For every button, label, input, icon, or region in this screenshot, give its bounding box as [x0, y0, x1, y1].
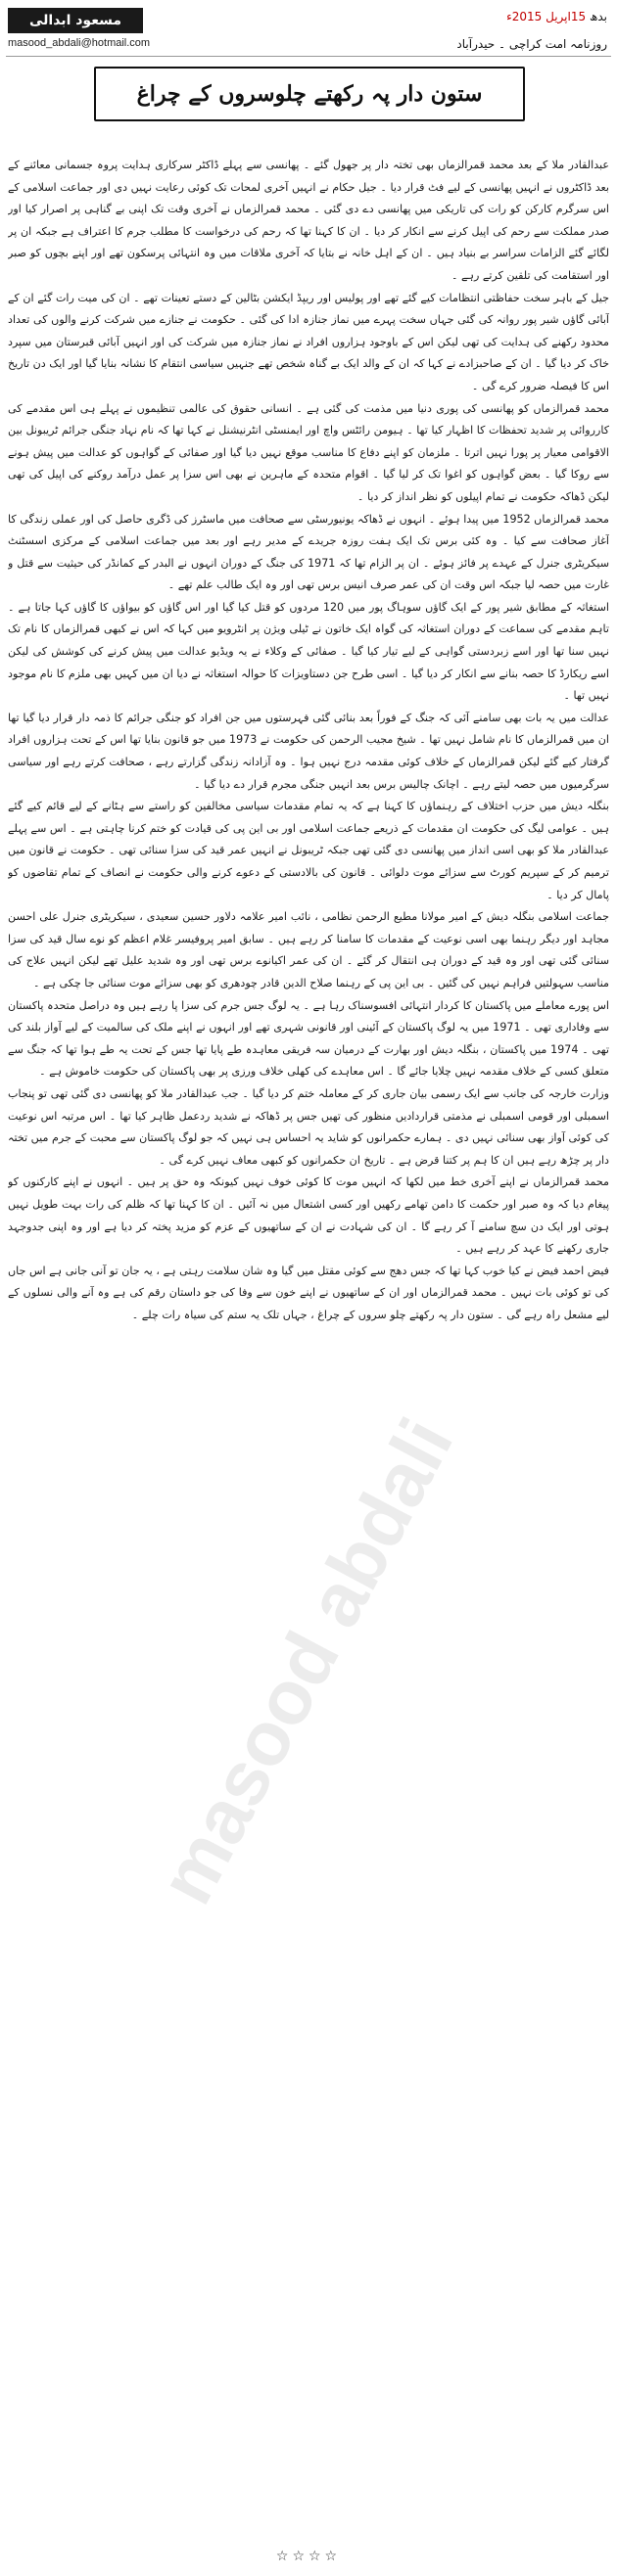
- article-paragraph: محمد قمرالزماں نے اپنے آخری خط میں لکھا کہ انہیں موت کا کوئی خوف نہیں کیونکہ وہ حق پر ہیں ۔ انہوں نے اپنے کارکنوں کو پیغام دیا کہ وہ صبر اور حکمت کا دامن تھامے رکھیں اور کسی اشتعال میں نہ آئیں ۔ ان کا کہنا تھا کہ ظلم کی رات بہت طویل نہیں ہوتی اور ایک دن سچ سامنے آ کر رہے گا ۔ ان کی شہادت نے ان کے ساتھیوں کے عزم کو مزید پختہ کر دیا ہے اور وہ اپنی جدوجہد جاری رکھنے کا عہد کر رہے ہیں ۔: [8, 1175, 609, 1256]
- article-paragraph: محمد قمرالزماں 1952 میں پیدا ہوئے ۔ انہوں نے ڈھاکہ یونیورسٹی سے صحافت میں ماسٹرز کی ڈگری حاصل کی اور عملی زندگی کا آغاز صحافت سے کیا ۔ وہ کئی برس تک ایک ہفت روزہ جریدے کے مدیر رہے اور بعد میں جماعت اسلامی کے مرکزی اسسٹنٹ سیکریٹری جنرل کے عہدے پر فائز ہوئے ۔ ان پر الزام تھا کہ 1971 کی جنگ کے دوران انہوں نے البدر کے کمانڈر کی حیثیت سے قتل و غارت میں حصہ لیا جبکہ اس وقت ان کی عمر صرف انیس برس تھی اور وہ ایک طالب علم تھے ۔: [8, 512, 609, 592]
- author-email[interactable]: masood_abdali@hotmail.com: [8, 37, 151, 49]
- article-paragraph: وزارت خارجہ کی جانب سے ایک رسمی بیان جاری کر کے معاملہ ختم کر دیا گیا ۔ جب عبدالقادر ملا کو پھانسی دی گئی تھی تو پنجاب اسمبلی اور قومی اسمبلی نے مذمتی قراردادیں منظور کی تھیں جس پر ڈھاکہ نے شدید ردعمل ظاہر کیا تھا ۔ اس مرتبہ اس نوعیت کی کوئی آواز بھی سنائی نہیں دی ۔ ہمارے حکمرانوں کو شاید یہ احساس ہی نہیں کہ جو لوگ پاکستان سے محبت کے جرم میں تختہ دار پر چڑھ رہے ہیں ان کا ہم پر کتنا قرض ہے ۔ تاریخ ان حکمرانوں کو کبھی معاف نہیں کرے گی ۔: [8, 1086, 609, 1167]
- article-paragraph: محمد قمرالزماں کو پھانسی کی پوری دنیا میں مذمت کی گئی ہے ۔ انسانی حقوق کی عالمی تنظیموں نے پہلے ہی اس مقدمے کی کارروائی پر شدید تحفظات کا اظہار کیا تھا ۔ ہیومن رائٹس واچ اور ایمنسٹی انٹرنیشنل نے کہا تھا کہ نام نہاد جنگی جرائم ٹریبونل بین الاقوامی معیار پر پورا نہیں اترتا ۔ ملزمان کو اپنے دفاع کا مناسب موقع نہیں دیا گیا اور صفائی کے گواہوں کو عدالت میں پیش ہونے سے روکا گیا ۔ بعض گواہوں کو اغوا تک کر لیا گیا ۔ اقوام متحدہ کے ماہرین نے بھی اس سزا پر عمل درآمد روکنے کی اپیل کی تھی لیکن ڈھاکہ حکومت نے تمام اپیلوں کو نظر انداز کر دیا ۔: [8, 401, 609, 503]
- article-paragraph: جماعت اسلامی بنگلہ دیش کے امیر مولانا مطیع الرحمن نظامی ، نائب امیر علامہ دلاور حسین سعیدی ، سیکریٹری جنرل علی احسن مجاہد اور دیگر رہنما بھی اسی نوعیت کے مقدمات کا سامنا کر رہے ہیں ۔ سابق امیر پروفیسر غلام اعظم کو نوے سال قید کی سزا سنائی گئی تھی اور وہ قید کے دوران ہی انتقال کر گئے ۔ ان کی عمر اکیانوے برس تھی اور وہ شدید علیل تھے لیکن انہیں علاج کی مناسب سہولتیں فراہم نہیں کی گئیں ۔ بی این پی کے رہنما صلاح الدین قادر چودھری کو بھی سزائے موت سنائی جا چکی ہے ۔: [8, 910, 609, 989]
- date-highlight: 15اپریل 2015ء: [506, 10, 587, 23]
- author-nameplate: [8, 8, 143, 33]
- article-paragraph: فیض احمد فیض نے کیا خوب کہا تھا کہ جس دھج سے کوئی مقتل میں گیا وہ شان سلامت رہتی ہے ، یہ جان تو آنی جانی ہے اس جاں کی تو کوئی بات نہیں ۔ محمد قمرالزماں اور ان کے ساتھیوں نے اپنے خون سے وفا کی جو داستان رقم کی ہے وہ آنے والی نسلوں کے لیے مشعل راہ رہے گی ۔ ستون دار پہ رکھتے چلو سروں کے چراغ ، جہاں تلک یہ ستم کی سیاہ رات چلے ۔: [8, 1264, 609, 1321]
- article-title: ستون دار پہ رکھتے چلوسروں کے چراغ: [136, 81, 483, 107]
- article-paragraph: بنگلہ دیش میں حزب اختلاف کے رہنماؤں کا کہنا ہے کہ یہ تمام مقدمات سیاسی مخالفین کو راستے سے ہٹانے کے لیے قائم کیے گئے ہیں ۔ عوامی لیگ کی حکومت ان مقدمات کے ذریعے جماعت اسلامی اور بی این پی کی قیادت کو ختم کرنا چاہتی ہے ۔ اس سے پہلے عبدالقادر ملا کو بھی اسی انداز میں پھانسی دی گئی تھی جبکہ ٹریبونل نے انہیں عمر قید کی سزا سنائی تھی ۔ حکومت نے قانون میں ترمیم کر کے سپریم کورٹ سے سزائے موت دلوائی ۔ قانون کی بالادستی کے دعوے کرنے والی حکومت نے انصاف کے تمام تقاضوں کو پامال کر دیا ۔: [8, 800, 609, 901]
- article-title-box: [94, 67, 525, 121]
- watermark-text: masood abdali: [142, 1404, 470, 1917]
- date-prefix: بدھ: [589, 10, 607, 23]
- dateline: [506, 10, 607, 23]
- article-paragraph: عبدالقادر ملا کے بعد محمد قمرالزماں بھی تختہ دار پر جھول گئے ۔ پھانسی سے پہلے ڈاکٹر سرکاری ہدایت پروہ جسمانی معائنے کے بعد ڈاکٹروں نے انہیں پھانسی کے لیے فٹ قرار دیا ۔ جیل حکام نے انہیں آخری لمحات تک کوئی رعایت نہیں دی اور جماعت اسلامی کے اس سرگرم کارکن کو رات کی تاریکی میں پھانسی دے دی گئی ۔ محمد قمرالزماں نے آخری وقت تک اپنی بے گناہی پر اصرار کیا اور صدر مملکت سے رحم کی اپیل کرنے سے انکار کر دیا ۔ ان کا کہنا تھا کہ رحم کی درخواست کا مطلب جرم کا اعتراف ہے جبکہ ان پر لگائے گئے الزامات سراسر بے بنیاد ہیں ۔ ان کے اہل خانہ نے بتایا کہ آخری ملاقات میں وہ انتہائی پرسکون تھے اور اپنے بچوں کو صبر اور استقامت کی تلقین کرتے رہے ۔: [8, 159, 609, 282]
- article-paragraph: جیل کے باہر سخت حفاظتی انتظامات کیے گئے تھے اور پولیس اور ریپڈ ایکشن بٹالین کے دستے تعینات تھے ۔ ان کی میت رات گئے ان کے آبائی گاؤں شیر پور روانہ کی گئی جہاں سخت پہرے میں نماز جنازہ ادا کی گئی ۔ حکومت نے جنازے میں شرکت کرنے والوں کی تعداد محدود رکھنے کی ہدایت کی تھی لیکن اس کے باوجود ہزاروں افراد نے نماز جنازہ میں شرکت کی اور انہیں آبائی قبرستان میں سپرد خاک کر دیا گیا ۔ ان کے صاحبزادے نے کہا کہ ان کے والد ایک بے گناہ شخص تھے جنہیں سیاسی انتقام کا نشانہ بنایا گیا اور ایک دن تاریخ اس کا فیصلہ ضرور کرے گی ۔: [8, 291, 609, 392]
- article-paragraph: اس پورے معاملے میں پاکستان کا کردار انتہائی افسوسناک رہا ہے ۔ یہ لوگ جس جرم کی سزا پا رہے ہیں وہ دراصل متحدہ پاکستان سے وفاداری تھی ۔ 1971 میں یہ لوگ پاکستان کے آئینی اور قانونی شہری تھے اور انہوں نے اپنے ملک کی سالمیت کے لیے آواز بلند کی تھی ۔ 1974 میں پاکستان ، بنگلہ دیش اور بھارت کے درمیان سہ فریقی معاہدہ طے پایا تھا جس کے تحت یہ طے ہوا تھا کہ جنگ سے متعلق کسی کے خلاف مقدمہ نہیں چلایا جائے گا ۔ اس معاہدے کی کھلی خلاف ورزی پر بھی پاکستان کی حکومت خاموش ہے ۔: [8, 998, 609, 1079]
- end-stars: ☆☆☆☆: [275, 2549, 342, 2564]
- header-divider: [6, 56, 611, 57]
- publication-place: روزنامہ امت کراچی ۔ حیدرآباد: [456, 37, 607, 51]
- article-body: [8, 155, 609, 2528]
- article-paragraph: استغاثہ کے مطابق شیر پور کے ایک گاؤں سوہاگ پور میں 120 مردوں کو قتل کیا گیا اور اس گاؤں کو بیواؤں کا گاؤں کہا جاتا ہے ۔ تاہم مقدمے کی سماعت کے دوران استغاثہ کی گواہ ایک خاتون نے ٹیلی ویژن پر انٹرویو میں کہا کہ اس نے کبھی قمرالزماں کا نام تک نہیں سنا تھا اور اسے زبردستی گواہی کے لیے تیار کیا گیا ۔ صفائی کے وکلاء نے یہ ویڈیو عدالت میں پیش کرنے کی کوشش کی لیکن اسے ریکارڈ کا حصہ بنانے سے انکار کر دیا گیا ۔ اسی طرح جن دستاویزات کا حوالہ استغاثہ نے دیا ان میں کہیں بھی ملزم کا نام موجود نہیں تھا ۔: [8, 600, 609, 703]
- author-name: مسعود ابدالی: [29, 13, 122, 28]
- article-paragraph: عدالت میں یہ بات بھی سامنے آئی کہ جنگ کے فوراً بعد بنائی گئی فہرستوں میں جن افراد کو جنگی جرائم کا ذمہ دار قرار دیا گیا تھا ان میں قمرالزماں کا نام شامل نہیں تھا ۔ شیخ مجیب الرحمن کی حکومت نے 1973 میں جو قانون بنایا تھا اس کے تحت ہزاروں افراد گرفتار کیے گئے لیکن قمرالزماں کے خلاف کوئی مقدمہ درج نہیں ہوا ۔ وہ آزادانہ زندگی گزارتے رہے ، صحافت کرتے رہے اور سیاسی سرگرمیوں میں حصہ لیتے رہے ۔ اچانک چالیس برس بعد انہیں جنگی مجرم قرار دے دیا گیا ۔: [8, 711, 609, 791]
